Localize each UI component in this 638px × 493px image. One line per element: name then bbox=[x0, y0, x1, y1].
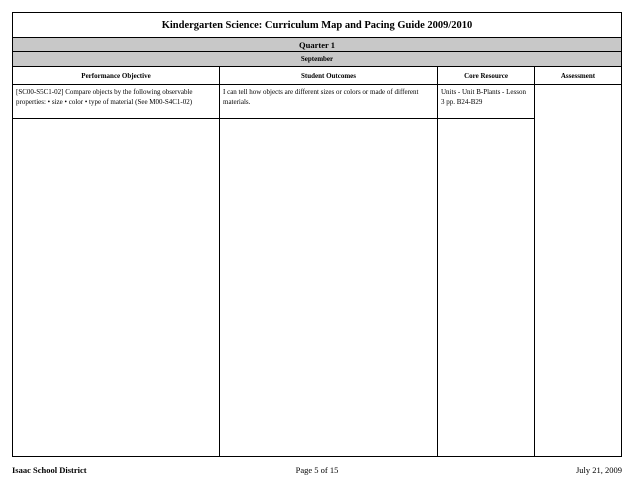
page-footer bbox=[12, 465, 622, 479]
cell-student-outcome: I can tell how objects are different sizes or colors or made of different materials. bbox=[220, 85, 437, 119]
column-core-resource bbox=[438, 67, 535, 456]
column-header-core-resource: Core Resource bbox=[438, 67, 534, 85]
column-performance-objective bbox=[13, 67, 220, 456]
footer-date: July 21, 2009 bbox=[575, 465, 622, 475]
document-title: Kindergarten Science: Curriculum Map and Pacing Guide 2009/2010 bbox=[13, 13, 621, 38]
cell-assessment bbox=[535, 85, 621, 119]
footer-page-number: Page 5 of 15 bbox=[295, 465, 339, 475]
curriculum-table bbox=[13, 67, 621, 456]
cell-performance-objective: [SC00-S5C1-02] Compare objects by the following observable properties: • size • color • type of material (See M00-S4C1-02) bbox=[13, 85, 219, 119]
month-header: September bbox=[13, 52, 621, 67]
curriculum-sheet bbox=[12, 12, 622, 457]
cell-core-resource: Units - Unit B-Plants - Lesson 3 pp. B24-B29 bbox=[438, 85, 534, 119]
column-assessment bbox=[535, 67, 621, 456]
footer-district: Isaac School District bbox=[12, 465, 87, 475]
quarter-header: Quarter 1 bbox=[13, 38, 621, 52]
column-header-assessment: Assessment bbox=[535, 67, 621, 85]
column-header-performance-objective: Performance Objective bbox=[13, 67, 219, 85]
column-student-outcomes bbox=[220, 67, 438, 456]
column-header-student-outcomes: Student Outcomes bbox=[220, 67, 437, 85]
